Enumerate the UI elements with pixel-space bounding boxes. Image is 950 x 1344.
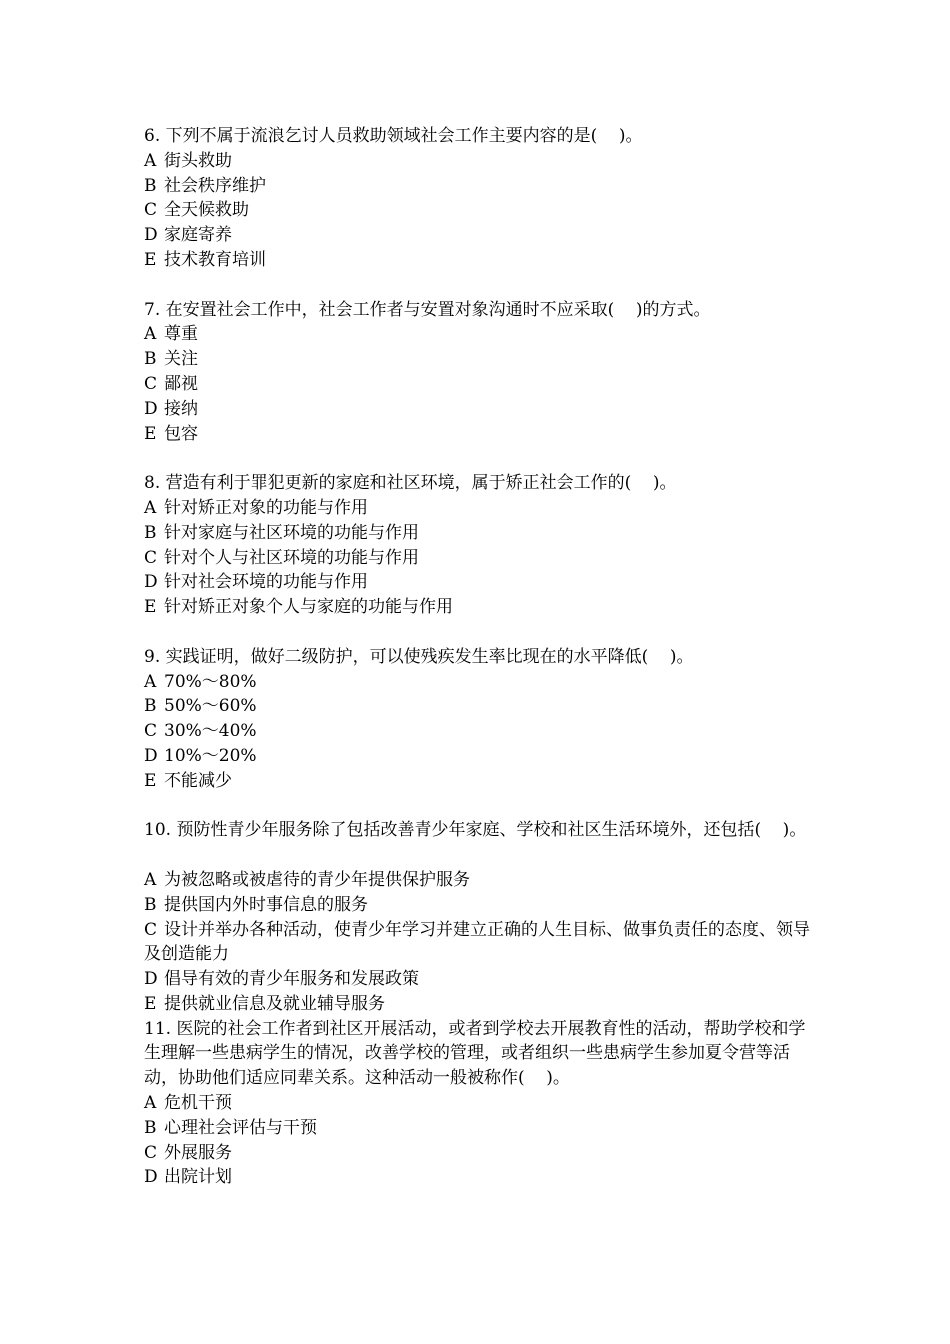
option-b: B 关注 — [144, 349, 198, 370]
question-stem: 8. 营造有利于罪犯更新的家庭和社区环境，属于矫正社会工作的( )。 — [144, 473, 677, 494]
option-b: B 提供国内外时事信息的服务 — [144, 894, 368, 915]
question-stem: 11. 医院的社会工作者到社区开展活动，或者到学校去开展教育性的活动，帮助学校和学生理解一些患病学生的情况，改善学校的管理，或者组织一些患病学生参加夏令营等活动，协助他们适应同辈关系。这种活动一般被称作( )。 — [144, 1018, 806, 1089]
option-a: A 为被忽略或被虐待的青少年提供保护服务 — [144, 869, 470, 890]
document-page — [144, 124, 814, 1190]
option-b: B 50%～60% — [144, 696, 257, 717]
option-d: D 出院计划 — [144, 1167, 232, 1188]
option-e: E 针对矫正对象个人与家庭的功能与作用 — [144, 597, 453, 618]
spacer — [144, 273, 814, 298]
option-d: D 10%～20% — [144, 745, 257, 766]
option-b: B 社会秩序维护 — [144, 175, 266, 196]
question-9 — [144, 645, 814, 794]
option-d: D 接纳 — [144, 398, 198, 419]
option-e: E 技术教育培训 — [144, 249, 266, 270]
question-stem: 9. 实践证明，做好二级防护，可以使残疾发生率比现在的水平降低( )。 — [144, 646, 694, 667]
option-a: A 危机干预 — [144, 1093, 232, 1114]
question-11 — [144, 1017, 814, 1191]
option-a: A 70%～80% — [144, 671, 257, 692]
option-a: A 针对矫正对象的功能与作用 — [144, 497, 368, 518]
question-6 — [144, 124, 814, 273]
option-a: A 尊重 — [144, 324, 198, 345]
option-b: B 针对家庭与社区环境的功能与作用 — [144, 522, 419, 543]
spacer — [144, 794, 814, 819]
option-e: E 提供就业信息及就业辅导服务 — [144, 993, 385, 1014]
question-10 — [144, 818, 814, 1016]
question-8 — [144, 471, 814, 620]
option-b: B 心理社会评估与干预 — [144, 1117, 317, 1138]
spacer — [144, 446, 814, 471]
option-d: D 家庭寄养 — [144, 225, 232, 246]
option-c: C 全天候救助 — [144, 200, 249, 221]
question-stem: 7. 在安置社会工作中，社会工作者与安置对象沟通时不应采取( )的方式。 — [144, 299, 711, 320]
question-stem: 10. 预防性青少年服务除了包括改善青少年家庭、学校和社区生活环境外，还包括( )。 — [144, 820, 807, 841]
option-c: C 针对个人与社区环境的功能与作用 — [144, 547, 419, 568]
option-d: D 倡导有效的青少年服务和发展政策 — [144, 969, 419, 990]
option-e: E 包容 — [144, 423, 198, 444]
option-c: C 设计并举办各种活动，使青少年学习并建立正确的人生目标、做事负责任的态度、领导及创造能力 — [144, 919, 810, 965]
option-d: D 针对社会环境的功能与作用 — [144, 572, 368, 593]
spacer — [144, 843, 814, 868]
option-a: A 街头救助 — [144, 150, 232, 171]
question-stem: 6. 下列不属于流浪乞讨人员救助领域社会工作主要内容的是( )。 — [144, 126, 643, 146]
option-c: C 鄙视 — [144, 373, 198, 394]
option-c: C 30%～40% — [144, 721, 257, 742]
option-c: C 外展服务 — [144, 1142, 232, 1163]
option-e: E 不能减少 — [144, 770, 232, 791]
question-7 — [144, 298, 814, 447]
spacer — [144, 620, 814, 645]
